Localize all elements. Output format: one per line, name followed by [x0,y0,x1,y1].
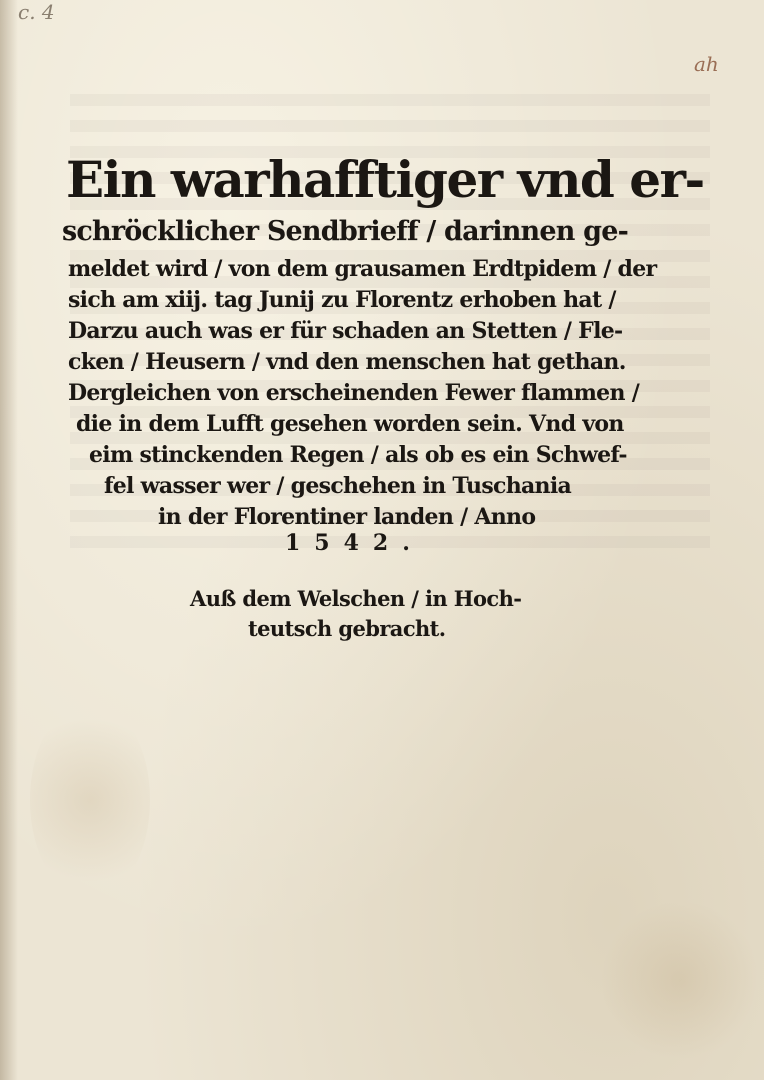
ink-annotation-top-right: ah [694,52,719,76]
title-line: Dergleichen von erscheinenden Fewer flammen / [68,380,640,406]
pencil-annotation-top-left: c. 4 [18,0,55,24]
title-line: meldet wird / von dem grausamen Erdtpidem / der [68,256,657,282]
title-line: sich am xiij. tag Junij zu Florentz erhoben hat / [68,287,616,313]
title-line: Darzu auch was er für schaden an Stetten / Fle- [68,318,623,344]
title-line: schröcklicher Sendbrieff / darinnen ge- [62,216,629,247]
publication-year: 1542. [285,530,424,556]
title-line: fel wasser wer / geschehen in Tuschania [104,473,572,499]
subtitle-line: teutsch gebracht. [248,616,446,641]
title-line: eim stinckenden Regen / als ob es ein Schwef- [89,442,627,468]
title-line: cken / Heusern / vnd den menschen hat gethan. [68,349,626,375]
title-line: Ein warhafftiger vnd er- [66,150,704,209]
title-line: die in dem Lufft gesehen worden sein. Vnd von [76,411,624,437]
paper-stain [30,700,150,900]
subtitle [190,584,570,644]
page-edge-shadow [0,0,18,1080]
paper-stain [600,900,760,1060]
title-line: in der Florentiner landen / Anno [158,504,536,530]
title-block [56,150,716,533]
subtitle-line: Auß dem Welschen / in Hoch- [190,586,522,611]
